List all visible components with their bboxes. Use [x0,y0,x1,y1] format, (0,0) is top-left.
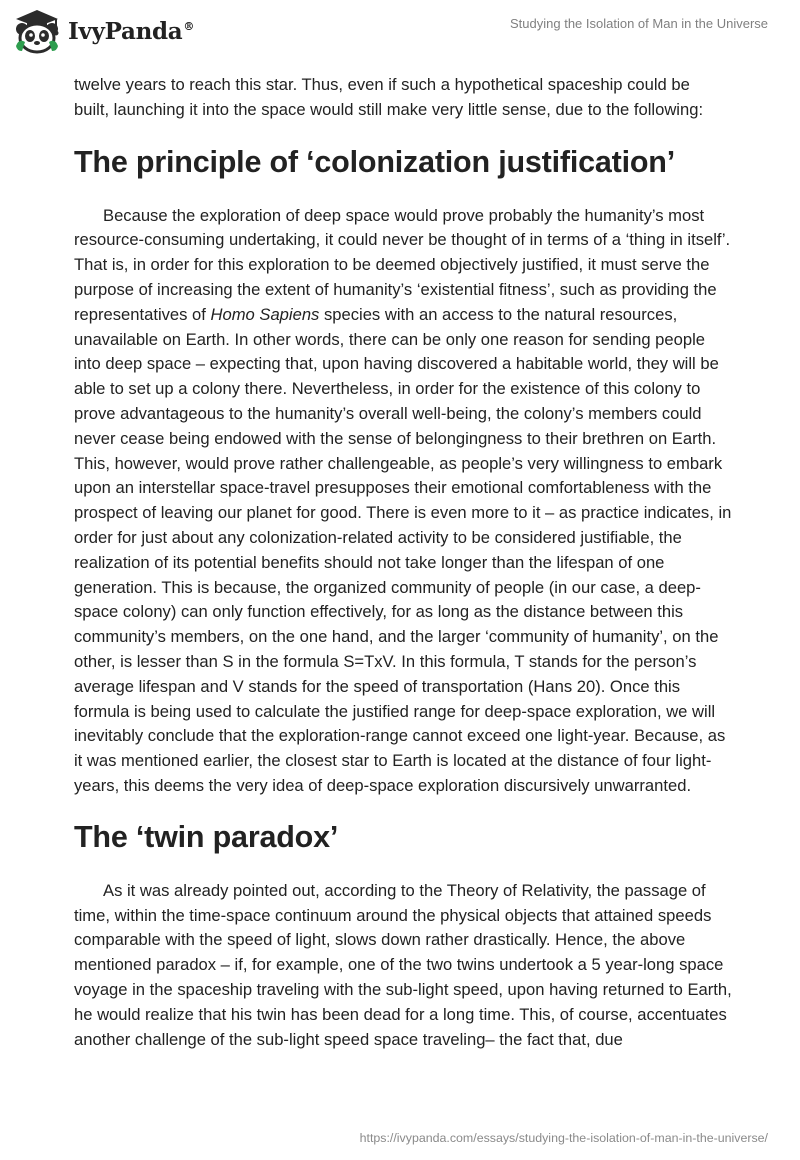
intro-paragraph [74,73,734,123]
colonization-paragraph: Because the exploration of deep space would prove probably the humanity’s most resource-consuming undertaking, it could never be thought of in terms of a ‘thing in itself’. That is, in order for this exploration to be deemed objectively justified, it must serve the purpose of increasing the extent of humanity’s ‘existential fitness’, such as providing the representatives of Homo Sapiens species with an access to the natural resources, unavailable on Earth. In other words, there can be only one reason for sending people into deep space – expecting that, upon having discovered a habitable world, they will be able to set up a colony there. Nevertheless, in order for the existence of this colony to prove advantageous to the humanity’s overall well-being, the colony’s members could never cease being endowed with the sense of belongingness to their brethren on Earth. This, however, would prove rather challengeable, as people’s very willingness to embark upon an interstellar space-travel presupposes their emotional comfortableness with the prospect of leaving our planet for good. There is even more to it – as practice indicates, in order for just about any colonization-related activity to be considered justifiable, the realization of its potential benefits should not take longer than the lifespan of one generation. This is because, the organized community of people (in our case, a deep-space colony) can only function effectively, for as long as the distance between this community’s members, on the one hand, and the larger ‘community of humanity’, on the other, is lesser than S in the formula S=TxV. In this formula, T stands for the person’s average lifespan and V stands for the speed of transportation (Hans 20). Once this formula is being used to calculate the justified range for deep-space exploration, we will inevitably conclude that the exploration-range cannot exceed one light-year. Because, as it was mentioned earlier, the closest star to Earth is located at the distance of four light-years, this deems the very idea of deep-space exploration discursively unwarranted. [74,205,732,795]
intro-line: built, launching it into the space would still make very little sense, due to the following: [74,99,704,119]
twin-paradox-paragraph: As it was already pointed out, according to the Theory of Relativity, the passage of time, within the time-space continuum around the physical objects that attained speeds comparable with the speed of light, slows down rather drastically. Hence, the above mentioned paradox – if, for example, one of the two twins undertook a 5 year-long space voyage in the spaceship traveling with the sub-light speed, upon having returned to Earth, he would realize that his twin has been dead for a long time. This, of course, accentuates another challenge of the sub-light speed space traveling– the fact that, due [74,880,732,1049]
species-name: Homo Sapiens [210,304,320,324]
document-title: Studying the Isolation of Man in the Universe [510,16,768,31]
section-heading-twin-paradox: The ‘twin paradox’ [74,819,339,854]
page-header [0,0,800,70]
source-url[interactable]: https://ivypanda.com/essays/studying-the-isolation-of-man-in-the-universe/ [359,1131,768,1145]
intro-line: twelve years to reach this star. Thus, even if such a hypothetical spaceship could be [74,75,690,94]
essay-content [74,73,734,1052]
panda-graduation-cap-icon [12,8,62,54]
brand-logo[interactable] [12,8,194,54]
section-heading-colonization: The principle of ‘colonization justification’ [74,144,676,179]
registered-mark: ® [183,19,195,33]
brand-name: IvyPanda® [68,17,195,45]
